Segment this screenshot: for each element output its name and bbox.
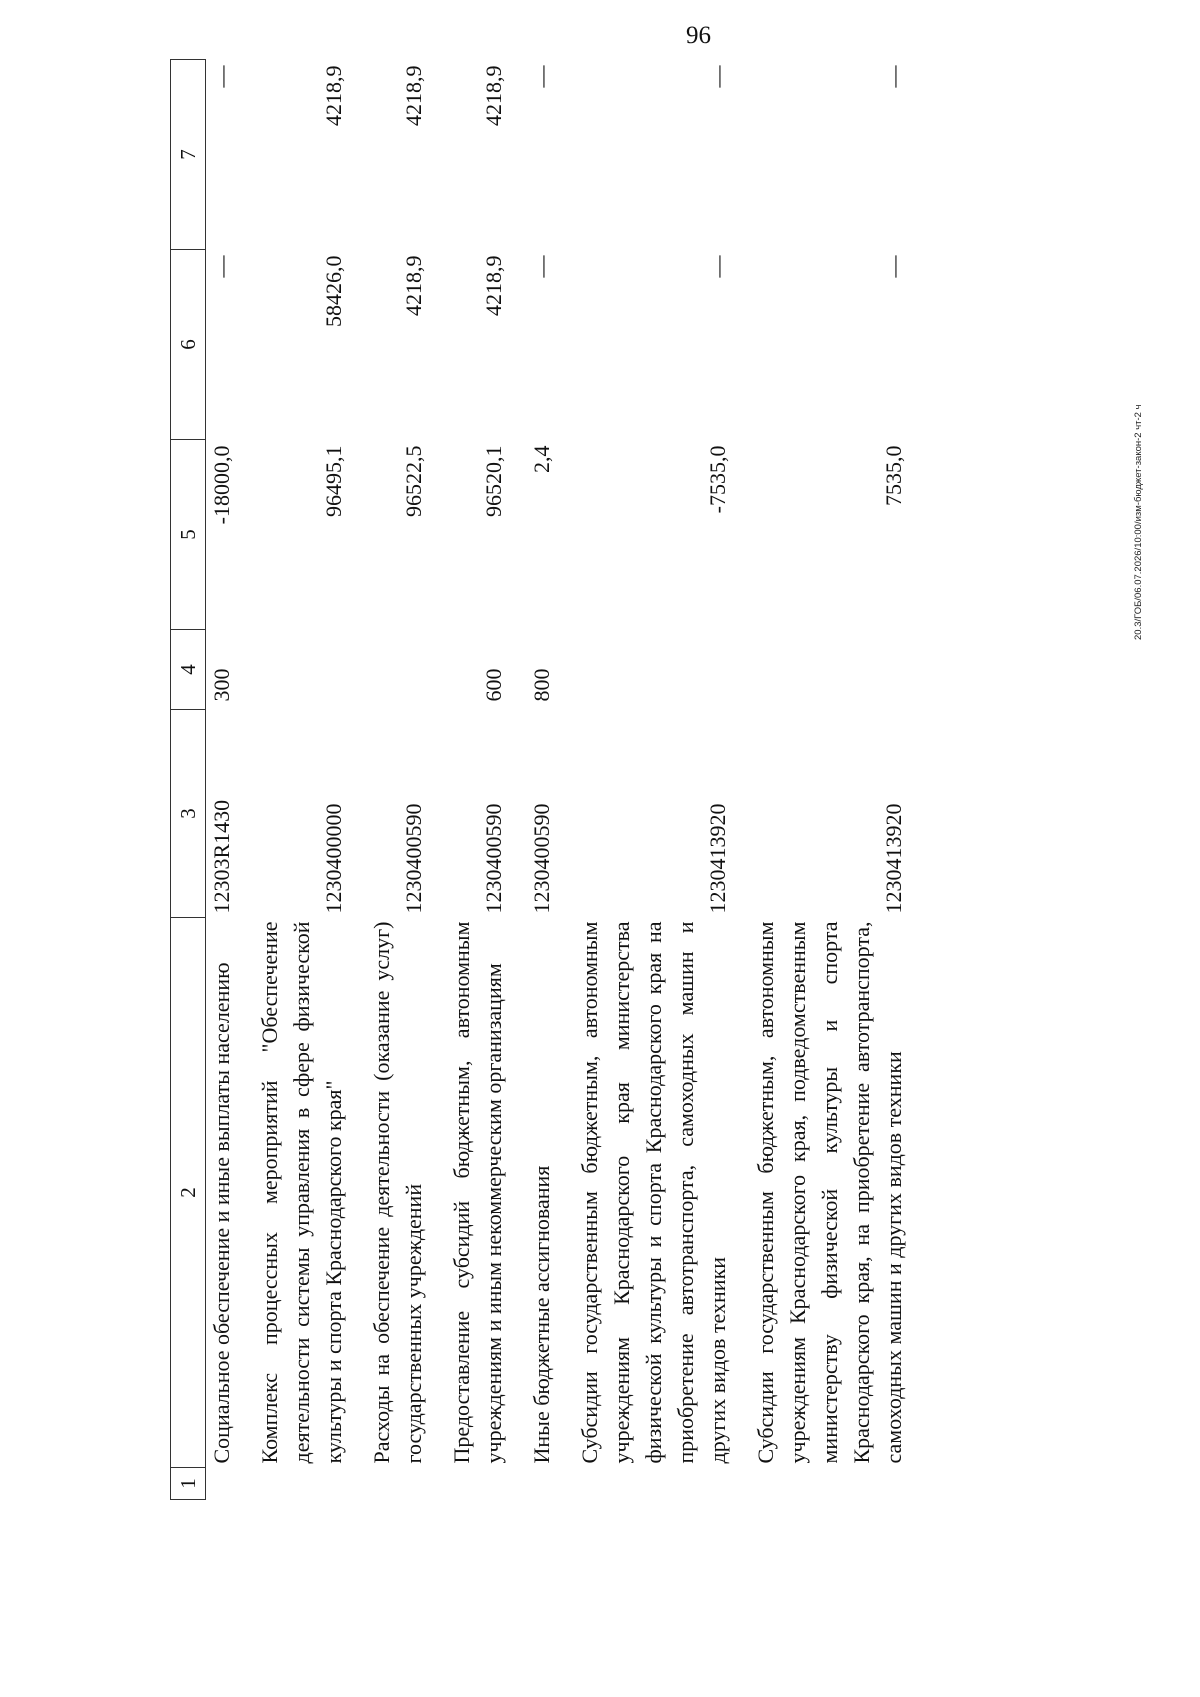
row-value-5: 2,4: [529, 445, 554, 473]
header-row: [171, 60, 206, 1500]
row-name: Субсидии государственным бюджетным, автономным учреждениям Краснодарского края, подведомственным министерству физической культуры и спорта Краснодарского края, на приобретение автотранспорта, самоходных машин и других видов техники: [753, 921, 906, 1464]
row-value-5: 96522,5: [401, 445, 426, 517]
rotated-table-container: [170, 65, 1110, 1500]
row-value-6: —: [705, 255, 730, 278]
row-vr: 300: [209, 668, 234, 702]
header-col-5: 5: [171, 440, 206, 630]
row-value-6: —: [881, 255, 906, 278]
row-code: 1230400590: [529, 803, 554, 914]
row-value-5: 96520,1: [481, 445, 506, 517]
table-row: [366, 60, 430, 1500]
row-code: 1230413920: [881, 803, 906, 914]
table-row: [206, 60, 239, 1500]
row-value-5: -18000,0: [209, 445, 234, 525]
row-name: Субсидии государственным бюджетным, автономным учреждениям Краснодарского края министерства физической культуры и спорта Краснодарского края на приобретение автотранспорта, самоходных машин и других видов техники: [577, 921, 730, 1464]
row-value-7: 4218,9: [481, 65, 506, 126]
budget-table: [170, 59, 910, 1500]
row-vr: [574, 630, 734, 710]
row-name: Комплекс процессных мероприятий "Обеспечение деятельности системы управления в сфере физической культуры и спорта Краснодарского края": [257, 921, 346, 1464]
row-name: Иные бюджетные ассигнования: [529, 1165, 554, 1464]
row-value-6: —: [529, 255, 554, 278]
row-value-7: —: [529, 65, 554, 88]
row-value-5: 96495,1: [321, 445, 346, 517]
row-code: 1230400590: [401, 803, 426, 914]
row-value-7: 4218,9: [401, 65, 426, 126]
row-vr: [750, 630, 910, 710]
table-row: [254, 60, 350, 1500]
row-value-7: —: [705, 65, 730, 88]
header-col-3: 3: [171, 710, 206, 918]
table-row: [446, 60, 510, 1500]
row-vr: 600: [481, 668, 506, 702]
row-code: 1230400000: [321, 803, 346, 914]
row-code: 1230413920: [705, 803, 730, 914]
row-vr: [366, 630, 430, 710]
header-col-7: 7: [171, 60, 206, 250]
row-vr: 800: [529, 668, 554, 702]
document-code: 20.3/ГОБ/06.07.2026/10:00/изм-бюджет-закон-2 чт-2 ч: [1133, 404, 1144, 640]
row-value-6: 4218,9: [481, 255, 506, 316]
table-row: [574, 60, 734, 1500]
row-value-7: —: [881, 65, 906, 88]
page-number: 96: [686, 22, 711, 49]
row-value-5: -7535,0: [705, 445, 730, 514]
row-value-6: 58426,0: [321, 255, 346, 327]
table-row: [750, 60, 910, 1500]
row-value-6: —: [209, 255, 234, 278]
row-code: 12303R1430: [209, 799, 234, 914]
row-value-6: 4218,9: [401, 255, 426, 316]
row-name: Социальное обеспечение и иные выплаты населению: [209, 962, 234, 1464]
row-value-7: —: [209, 65, 234, 88]
row-name: Расходы на обеспечение деятельности (оказание услуг) государственных учреждений: [369, 921, 426, 1464]
header-col-6: 6: [171, 250, 206, 440]
row-vr: [254, 630, 350, 710]
row-value-7: 4218,9: [321, 65, 346, 126]
row-name: Предоставление субсидий бюджетным, автономным учреждениям и иным некоммерческим организациям: [449, 921, 506, 1464]
row-code: 1230400590: [481, 803, 506, 914]
header-col-4: 4: [171, 630, 206, 710]
row-value-5: 7535,0: [881, 445, 906, 506]
header-col-2: 2: [171, 918, 206, 1468]
table-row: [526, 60, 558, 1500]
header-col-1: 1: [171, 1468, 206, 1500]
